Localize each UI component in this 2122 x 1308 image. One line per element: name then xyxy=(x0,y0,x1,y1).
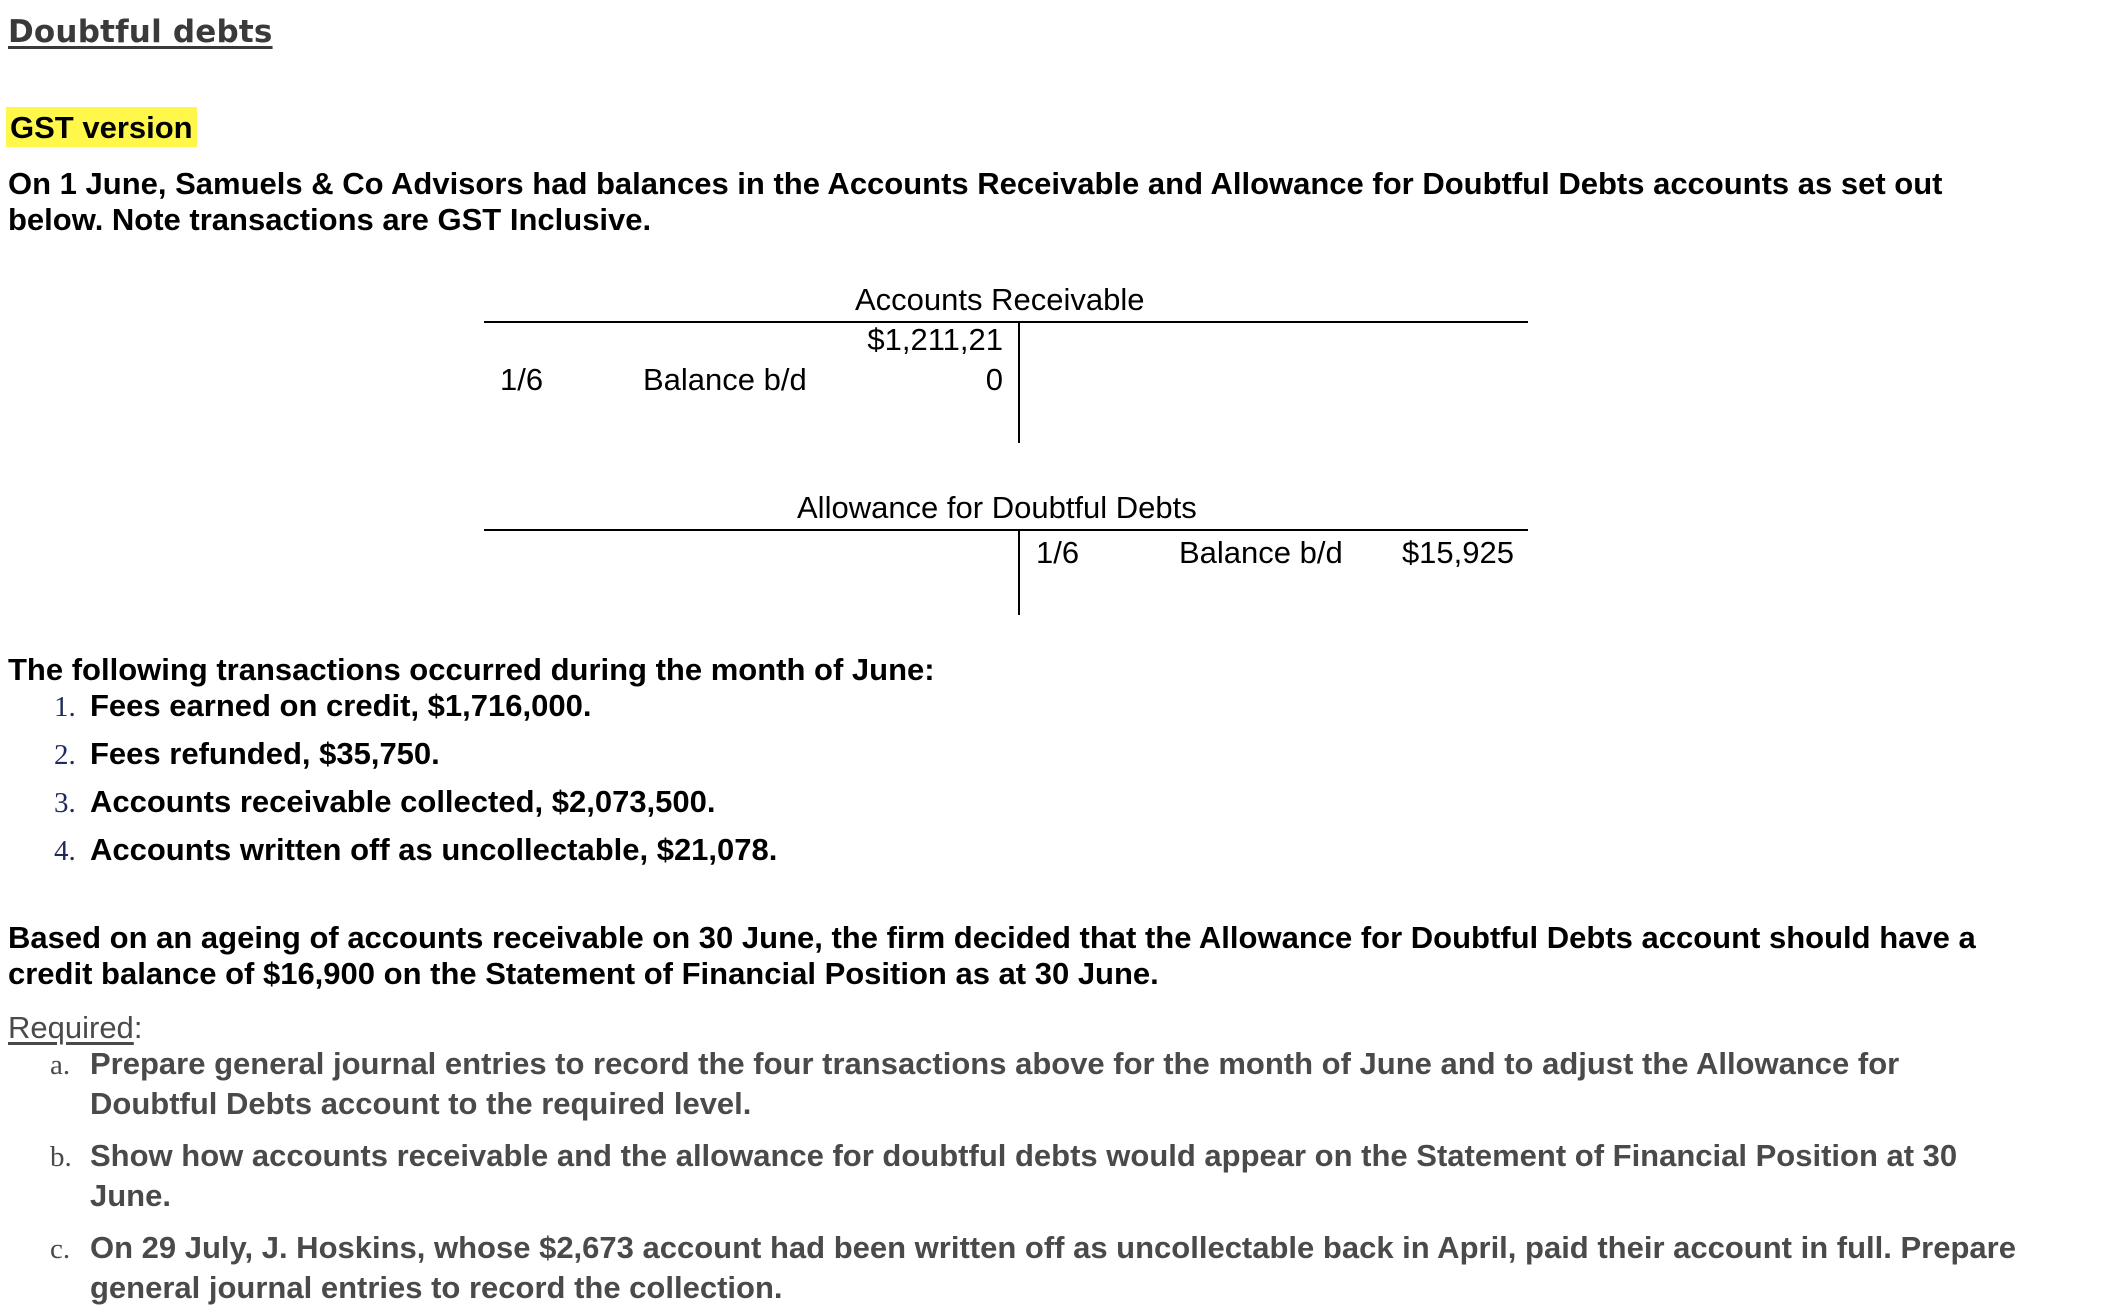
list-item-text: On 29 July, J. Hoskins, whose $2,673 account had been written off as uncollectable back in April, paid their account in full. Prepare general journal entries to record the collection. xyxy=(90,1230,2016,1305)
list-marker: 1. xyxy=(54,691,76,723)
list-item-text: Prepare general journal entries to record the four transactions above for the month of June and to adjust the Allowance for Doubtful Debts account to the required level. xyxy=(90,1046,1900,1121)
list-marker: a. xyxy=(50,1049,71,1081)
list-item-text: Accounts receivable collected, $2,073,500. xyxy=(90,784,716,819)
allowance-credit-description: Balance b/d xyxy=(1179,535,1343,570)
list-marker: 2. xyxy=(54,739,76,771)
list-item-text: Fees refunded, $35,750. xyxy=(90,736,440,771)
list-item-text: Accounts written off as uncollectable, $21,078. xyxy=(90,832,778,867)
allowance-credit-amount: $15,925 xyxy=(1401,535,1514,570)
ar-debit-amount-line1: $1,211,21 xyxy=(867,322,1003,357)
transactions-list xyxy=(0,688,2122,878)
list-item-text: Fees earned on credit, $1,716,000. xyxy=(90,688,592,723)
version-highlight-label: GST version xyxy=(6,107,197,147)
t-account-top-rule xyxy=(484,321,1528,323)
list-item-text: Show how accounts receivable and the allowance for doubtful debts would appear on the Statement of Financial Position at 30 June. xyxy=(90,1138,1958,1213)
required-list xyxy=(0,1044,2122,1305)
t-account-divider xyxy=(1018,529,1020,615)
list-marker: 3. xyxy=(54,787,76,819)
list-marker: 4. xyxy=(54,835,76,867)
list-marker: c. xyxy=(50,1233,71,1265)
t-account-top-rule xyxy=(484,529,1528,531)
allowance-credit-date: 1/6 xyxy=(1036,535,1080,570)
t-account-title: Allowance for Doubtful Debts xyxy=(797,490,1197,525)
list-marker: b. xyxy=(50,1141,72,1173)
required-colon: : xyxy=(133,1010,143,1045)
ageing-paragraph: Based on an ageing of accounts receivable on 30 June, the firm decided that the Allowance for Doubtful Debts account should have a credit balance of $16,900 on the Statement of Financial Position as at 30 June. xyxy=(8,920,1976,991)
t-account-title: Accounts Receivable xyxy=(855,282,1145,317)
ar-debit-date: 1/6 xyxy=(500,362,544,397)
page-title: Doubtful debts xyxy=(8,14,273,50)
transactions-heading: The following transactions occurred during the month of June: xyxy=(8,652,935,687)
required-heading xyxy=(8,1010,142,1046)
intro-paragraph: On 1 June, Samuels & Co Advisors had balances in the Accounts Receivable and Allowance for Doubtful Debts accounts as set out below. Note transactions are GST Inclusive. xyxy=(8,166,1943,237)
required-label: Required xyxy=(8,1010,134,1045)
ar-debit-description: Balance b/d xyxy=(643,362,807,397)
t-account-divider xyxy=(1018,321,1020,443)
ar-debit-amount-line2: 0 xyxy=(985,362,1003,397)
